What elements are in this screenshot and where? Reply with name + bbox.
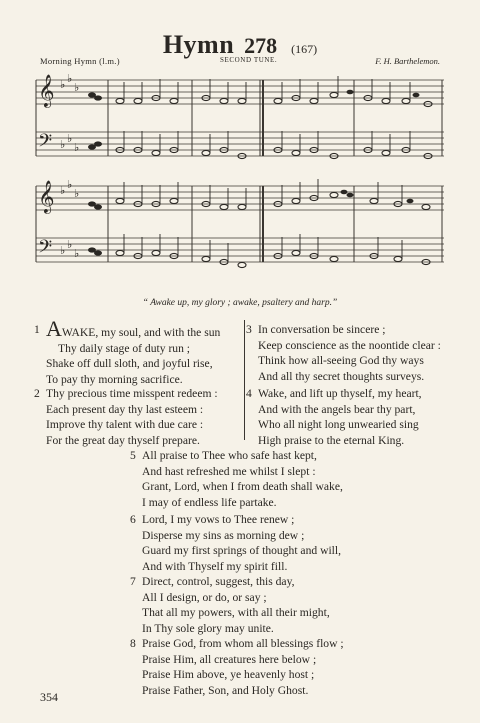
svg-text:♭: ♭ xyxy=(60,78,66,91)
verse-line: For the great day thyself prepare. xyxy=(46,433,200,447)
svg-text:♭: ♭ xyxy=(67,178,73,191)
verse-line: Who all night long unwearied sing xyxy=(258,418,419,432)
verse-line: Keep conscience as the noontide clear : xyxy=(258,338,441,352)
svg-text:♭: ♭ xyxy=(74,81,80,94)
verse-line: Thy precious time misspent redeem : xyxy=(46,387,218,400)
hymn-number: 278 xyxy=(244,33,278,58)
verse-number: 5 xyxy=(130,449,136,462)
verse-line: Lord, I my vows to Thee renew ; xyxy=(142,513,295,526)
verse-line: All I design, or do, or say ; xyxy=(142,590,267,604)
svg-text:𝄞: 𝄞 xyxy=(38,74,55,107)
column-divider xyxy=(244,320,245,440)
verse-6 xyxy=(130,512,342,574)
page-number: 354 xyxy=(40,690,58,704)
verse-line: And hast refreshed me whilst I slept : xyxy=(142,464,316,478)
verse-line: Direct, control, suggest, this day, xyxy=(142,575,295,588)
verse-7 xyxy=(130,574,330,636)
verse-5 xyxy=(130,448,343,510)
tune-label: SECOND TUNE. xyxy=(220,56,278,64)
verse-1 xyxy=(34,316,221,387)
music-score-2 xyxy=(34,178,446,274)
verse-line: Grant, Lord, when I from death shall wake, xyxy=(142,480,343,494)
verse-line: Disperse my sins as morning dew ; xyxy=(142,528,305,542)
verse-line: And with Thyself my spirit fill. xyxy=(142,559,288,573)
svg-text:♭: ♭ xyxy=(60,138,66,151)
composer: F. H. Barthelemon. xyxy=(375,56,440,66)
svg-text:𝄞: 𝄞 xyxy=(38,180,55,213)
verse-line: Guard my first springs of thought and will, xyxy=(142,544,342,558)
music-system-2 xyxy=(34,178,446,274)
svg-text:♭: ♭ xyxy=(74,141,80,154)
verse-line: To pay thy morning sacrifice. xyxy=(46,372,183,386)
svg-text:♭: ♭ xyxy=(67,238,73,251)
svg-text:♭: ♭ xyxy=(60,184,66,197)
verse-number: 7 xyxy=(130,575,136,588)
verse-2 xyxy=(34,386,218,448)
hymn-title-word: Hymn xyxy=(162,30,235,59)
verse-number: 3 xyxy=(246,323,252,336)
verse-line: High praise to the eternal King. xyxy=(258,433,405,447)
svg-text:𝄢: 𝄢 xyxy=(38,237,53,262)
verse-line: All praise to Thee who safe hast kept, xyxy=(142,449,317,462)
verse-line: In Thy sole glory may unite. xyxy=(142,621,274,635)
verse-line: Praise Father, Son, and Holy Ghost. xyxy=(142,683,309,697)
verse-4 xyxy=(246,386,422,448)
svg-text:♭: ♭ xyxy=(74,187,80,200)
verse-line: I may of endless life partake. xyxy=(142,495,277,509)
verse-line: In conversation be sincere ; xyxy=(258,323,386,336)
verse-number: 1 xyxy=(34,323,40,336)
drop-cap: A xyxy=(46,316,62,341)
verse-line: And with the angels bear thy part, xyxy=(258,402,416,416)
verse-line: Each present day thy last esteem : xyxy=(46,402,204,416)
verse-3 xyxy=(246,322,441,384)
tune-info xyxy=(40,56,440,68)
svg-text:♭: ♭ xyxy=(60,244,66,257)
verse-line: Think how all-seeing God thy ways xyxy=(258,354,424,368)
verse-number: 8 xyxy=(130,637,136,650)
tune-name: Morning Hymn (l.m.) xyxy=(40,56,120,66)
svg-text:♭: ♭ xyxy=(67,132,73,145)
verse-number: 2 xyxy=(34,387,40,400)
epigraph: “ Awake up, my glory ; awake, psaltery and harp.” xyxy=(142,298,338,308)
verse-line: Praise Him, all creatures here below ; xyxy=(142,652,317,666)
verse-line: Thy daily stage of duty run ; xyxy=(58,341,191,355)
verse-line: Improve thy talent with due care : xyxy=(46,418,204,432)
verse-line: WAKE, my soul, and with the sun xyxy=(61,326,221,339)
svg-text:♭: ♭ xyxy=(67,72,73,85)
svg-text:𝄢: 𝄢 xyxy=(38,131,53,156)
verse-line: Wake, and lift up thyself, my heart, xyxy=(258,387,422,400)
music-system-1 xyxy=(34,70,446,170)
music-score-1 xyxy=(34,70,446,170)
verse-line: Praise God, from whom all blessings flow ; xyxy=(142,637,344,650)
verse-line: That all my powers, with all their might, xyxy=(142,606,330,620)
verse-line: Praise Him above, ye heavenly host ; xyxy=(142,668,315,682)
verse-8 xyxy=(130,636,344,698)
verse-number: 6 xyxy=(130,513,136,526)
svg-text:♭: ♭ xyxy=(74,247,80,260)
verse-line: And all thy secret thoughts surveys. xyxy=(258,369,425,383)
verse-number: 4 xyxy=(246,387,252,400)
hymn-alt-number: (167) xyxy=(291,42,318,56)
verse-line: Shake off dull sloth, and joyful rise, xyxy=(46,357,213,371)
